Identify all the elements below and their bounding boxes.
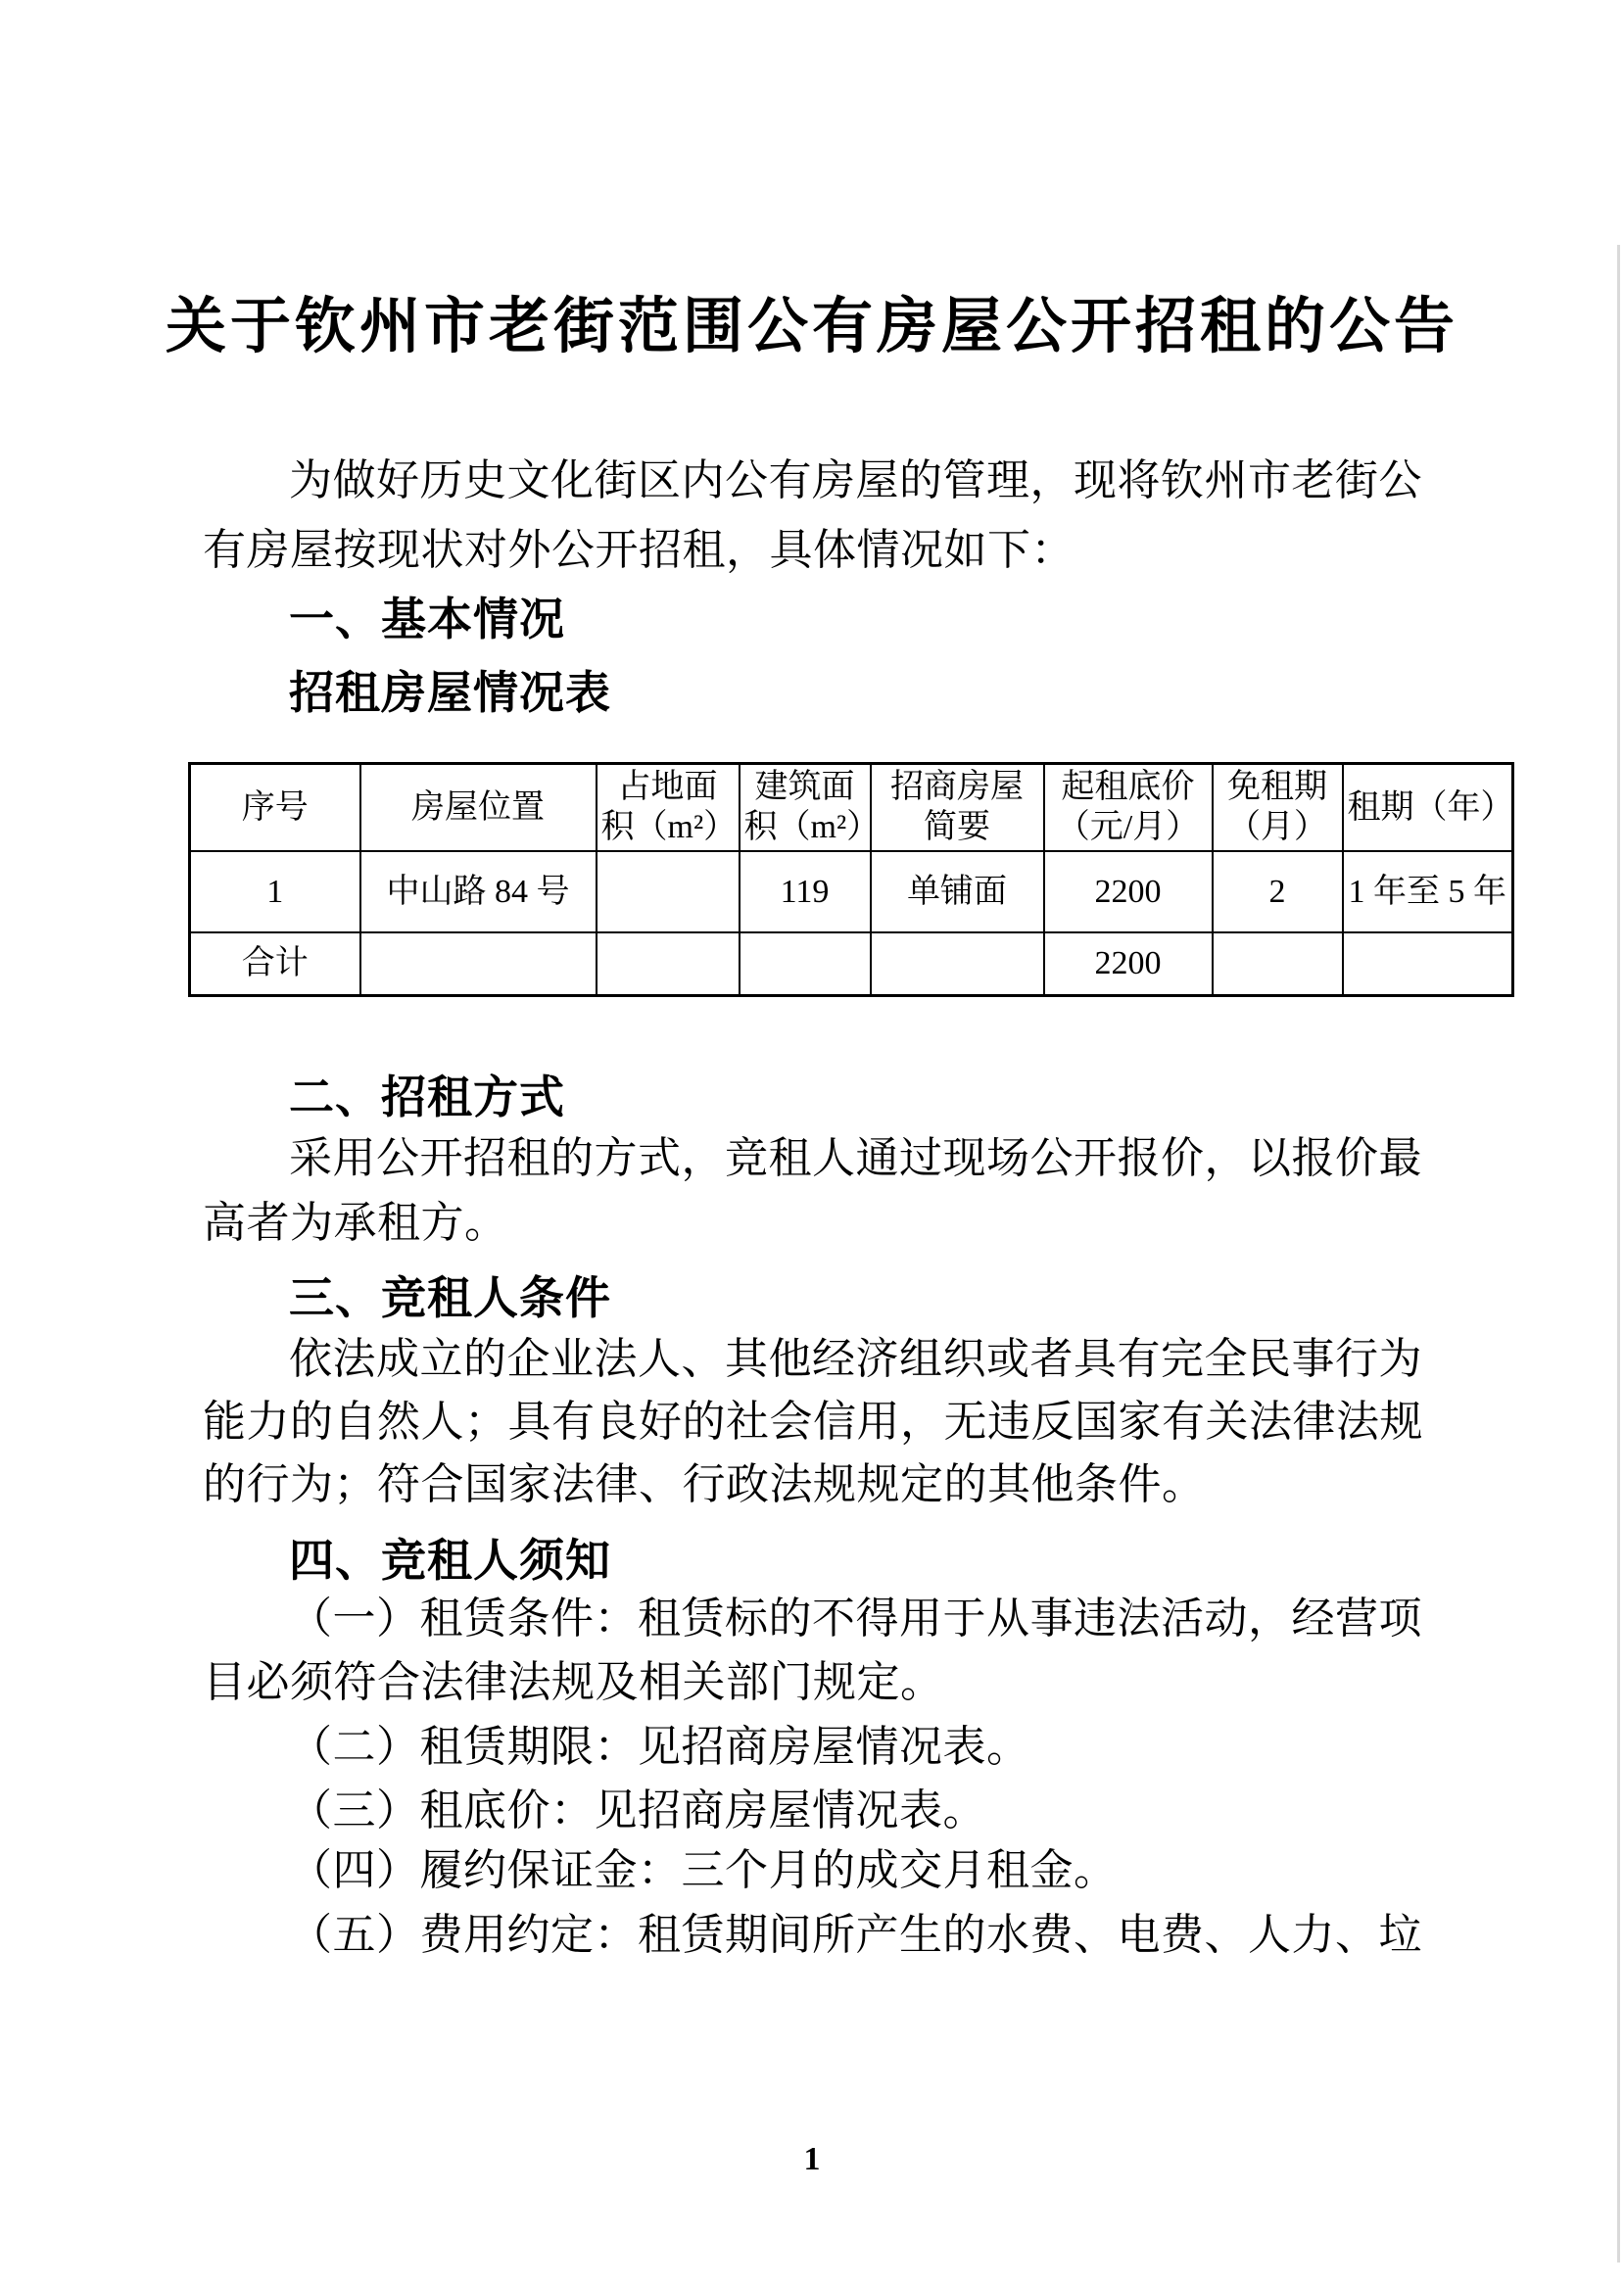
- section3-heading: 三、竞租人条件: [289, 1272, 611, 1323]
- table-total-row: [190, 932, 1513, 996]
- table-cell: [1213, 932, 1343, 996]
- table-row: [190, 851, 1513, 932]
- header-cell-land-area: 占地面 积（m²）: [597, 764, 740, 851]
- header-cell-index: 序号: [190, 764, 360, 851]
- table-header-row: [190, 764, 1513, 851]
- section4-heading: 四、竞租人须知: [289, 1535, 611, 1586]
- section2-heading: 二、招租方式: [289, 1072, 565, 1122]
- header-cell-property-brief: 招商房屋 简要: [871, 764, 1044, 851]
- table-cell: 1: [190, 851, 360, 932]
- rental-properties-table: [188, 762, 1514, 997]
- table-cell: 2: [1213, 851, 1343, 932]
- table-cell: [871, 932, 1044, 996]
- header-cell-rent-free-period: 免租期 （月）: [1213, 764, 1343, 851]
- table-caption: 招租房屋情况表: [289, 667, 611, 718]
- intro-paragraph: 为做好历史文化街区内公有房屋的管理，现将钦州市老街公 有房屋按现状对外公开招租，具体情况如下：: [203, 456, 1422, 574]
- section4-item-5: （五）费用约定：租赁期间所产生的水费、电费、人力、垃: [289, 1911, 1422, 1959]
- table-cell: [597, 851, 740, 932]
- section4-item-1: （一）租赁条件：租赁标的不得用于从事违法活动，经营项 目必须符合法律法规及相关部门规定。: [203, 1595, 1422, 1706]
- document-title: 关于钦州市老街范围公有房屋公开招租的公告: [165, 294, 1458, 360]
- table-cell: [740, 932, 871, 996]
- section4-item-2: （二）租赁期限：见招商房屋情况表。: [289, 1723, 1030, 1771]
- table-cell: 1 年至 5 年: [1343, 851, 1513, 932]
- header-cell-min-rent: 起租底价 （元/月）: [1044, 764, 1213, 851]
- section4-item-3: （三）租底价：见招商房屋情况表。: [289, 1786, 986, 1834]
- section2-paragraph: 采用公开招租的方式，竞租人通过现场公开报价，以报价最 高者为承租方。: [203, 1134, 1422, 1247]
- table-cell: 单铺面: [871, 851, 1044, 932]
- scan-edge-artifact: [1617, 245, 1620, 2262]
- table-cell: [360, 932, 597, 996]
- header-cell-lease-term: 租期（年）: [1343, 764, 1513, 851]
- table-cell: 2200: [1044, 851, 1213, 932]
- section3-paragraph: 依法成立的企业法人、其他经济组织或者具有完全民事行为 能力的自然人；具有良好的社会信用，无违反国家有关法律法规 的行为；符合国家法律、行政法规规定的其他条件。: [203, 1335, 1423, 1508]
- table-cell: [597, 932, 740, 996]
- table-cell: 119: [740, 851, 871, 932]
- table-cell: [1343, 932, 1513, 996]
- table-cell: 中山路 84 号: [360, 851, 597, 932]
- table-cell: 合计: [190, 932, 360, 996]
- section4-item-4: （四）履约保证金：三个月的成交月租金。: [289, 1846, 1118, 1894]
- table-cell: 2200: [1044, 932, 1213, 996]
- header-cell-floor-area: 建筑面 积（m²）: [740, 764, 871, 851]
- section1-heading: 一、基本情况: [289, 594, 565, 644]
- header-cell-location: 房屋位置: [360, 764, 597, 851]
- page-number: 1: [803, 2141, 821, 2177]
